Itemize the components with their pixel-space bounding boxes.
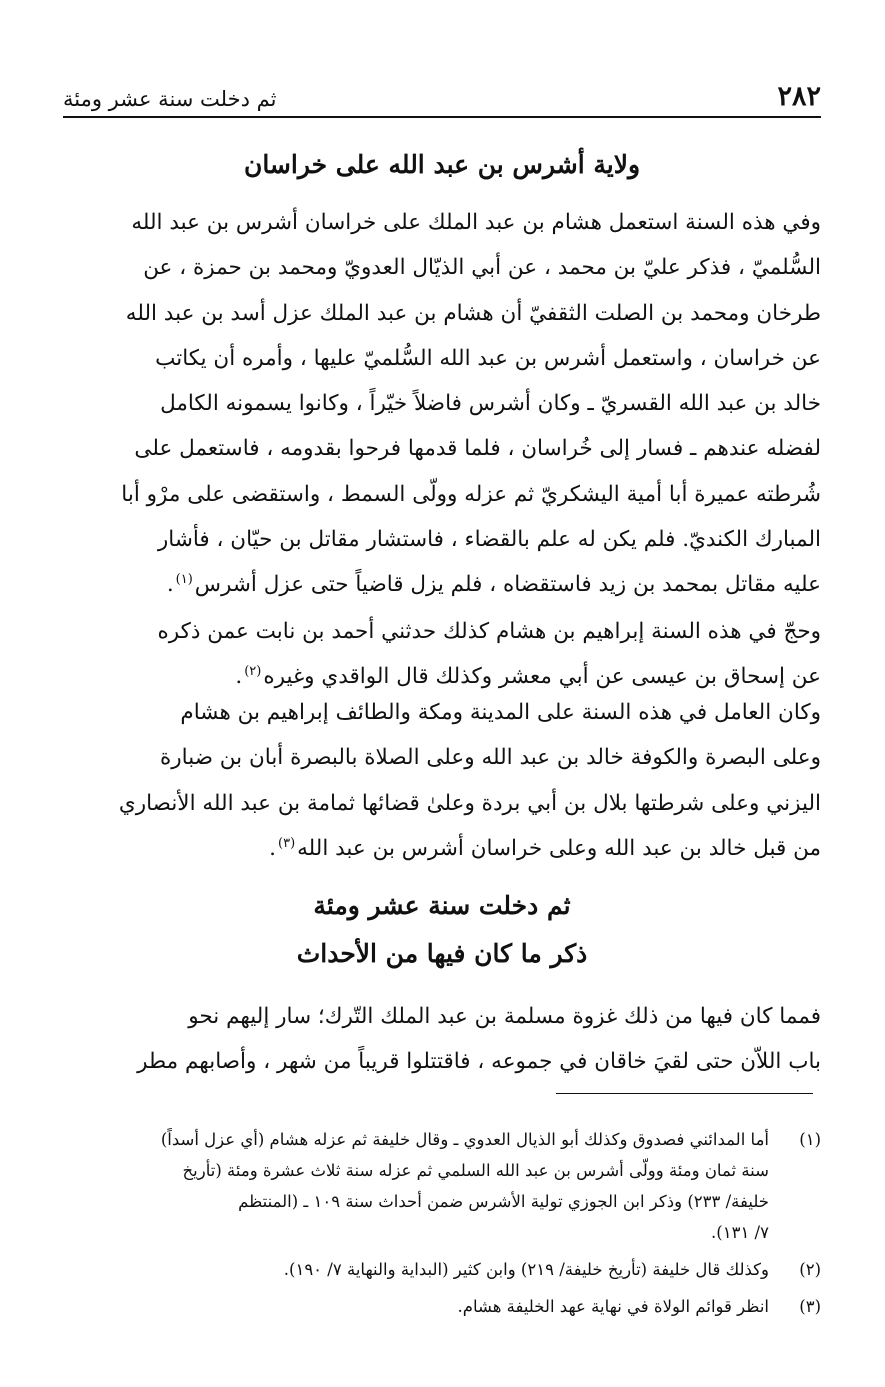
footnote-ref-3[interactable]: (٣) — [278, 835, 296, 851]
text-line: المبارك الكنديّ. فلم يكن له علم بالقضاء ، فاستشار مقاتل بن حيّان ، فأشار — [157, 527, 821, 553]
text-line: عن خراسان ، واستعمل أشرس بن عبد الله السُّلميّ عليها ، وأمره أن يكاتب — [155, 345, 821, 371]
paragraph-governors — [63, 690, 821, 871]
footnote-2 — [63, 1254, 821, 1285]
footnote-line: خليفة/ ٢٣٣) وذكر ابن الجوزي تولية الأشرس ضمن أحداث سنة ١٠٩ ـ (المنتظم — [238, 1192, 769, 1211]
text-line: وفي هذه السنة استعمل هشام بن عبد الملك على خراسان أشرس بن عبد الله — [131, 210, 821, 235]
text-line-body: عليه مقاتل بمحمد بن زيد فاستقضاه ، فلم يزل قاضياً حتى عزل أشرس — [194, 572, 821, 598]
footnotes — [63, 1124, 821, 1328]
text-line: وحجّ في هذه السنة إبراهيم بن هشام كذلك حدثني أحمد بن نابت عمن ذكره — [157, 619, 821, 644]
text-line-body: عن إسحاق بن عيسى عن أبي معشر وكذلك قال الواقدي وغيره — [263, 664, 821, 690]
paragraph-ashras-appointment — [63, 200, 821, 608]
footnote-line: أما المدائني فصدوق وكذلك أبو الذيال العدوي ـ وقال خليفة ثم عزله هشام (أي عزل أسداً) — [160, 1130, 769, 1149]
sentence-end: . — [235, 664, 243, 690]
text-line: طرخان ومحمد بن الصلت الثقفيّ أن هشام بن عبد الملك عزل أسد بن عبد الله — [125, 300, 821, 326]
footnote-line: سنة ثمان ومئة وولّى أشرس بن عبد الله السلمي ثم عزله سنة ثلاث عشرة ومئة (تأريخ — [182, 1161, 769, 1180]
footnote-line: وكذلك قال خليفة (تأريخ خليفة/ ٢١٩) وابن كثير (البداية والنهاية ٧/ ١٩٠). — [283, 1260, 769, 1279]
text-line: فمما كان فيها من ذلك غزوة مسلمة بن عبد الملك التّرك؛ سار إليهم نحو — [188, 1004, 821, 1029]
running-title: ثم دخلت سنة عشر ومئة — [63, 87, 277, 111]
footnote-number: (١) — [799, 1130, 821, 1149]
running-header — [63, 82, 821, 118]
section-heading-ashras: ولاية أشرس بن عبد الله على خراسان — [243, 150, 641, 179]
footnote-ref-2[interactable]: (٢) — [244, 664, 262, 680]
page-number: ٢٨٢ — [777, 81, 821, 112]
text-line — [63, 826, 821, 871]
footnote-number: (٢) — [799, 1260, 821, 1279]
footnote-number: (٣) — [799, 1297, 821, 1316]
footnote-separator — [556, 1093, 813, 1094]
text-line-body: من قبل خالد بن عبد الله وعلى خراسان أشرس بن عبد الله — [297, 835, 821, 861]
text-line — [63, 562, 821, 607]
text-line: وعلى البصرة والكوفة خالد بن عبد الله وعلى الصلاة بالبصرة أبان بن ضبارة — [160, 745, 821, 771]
text-line: لفضله عندهم ـ فسار إلى خُراسان ، فلما قدمها فرحوا بقدومه ، فاستعمل على — [134, 436, 821, 462]
text-line: السُّلميّ ، فذكر عليّ بن محمد ، عن أبي الذيّال العدويّ ومحمد بن حمزة ، عن — [143, 255, 821, 281]
sentence-end: . — [269, 835, 276, 861]
section-subheading-events: ذكر ما كان فيها من الأحداث — [296, 939, 588, 968]
footnote-text — [63, 1291, 769, 1322]
footnote-text — [63, 1124, 769, 1248]
footnote-text — [63, 1254, 769, 1285]
text-line: باب اللاّن حتى لقيَ خاقان في جموعه ، فاقتتلوا قريباً من شهر ، وأصابهم مطر — [137, 1049, 821, 1075]
text-line: اليزني وعلى شرطتها بلال بن أبي بردة وعلىٰ قضائها ثمامة بن عبد الله الأنصاري — [118, 790, 821, 816]
text-line: وكان العامل في هذه السنة على المدينة ومكة والطائف إبراهيم بن هشام — [180, 700, 821, 725]
sentence-end: . — [166, 572, 174, 598]
footnote-3 — [63, 1291, 821, 1322]
section-heading-year-110: ثم دخلت سنة عشر ومئة — [313, 891, 571, 920]
text-line: خالد بن عبد الله القسريّ ـ وكان أشرس فاضلاً خيّراً ، وكانوا يسمونه الكامل — [160, 391, 821, 417]
footnote-ref-1[interactable]: (١) — [175, 572, 193, 588]
text-line: شُرطته عميرة أبا أمية اليشكريّ ثم عزله وولّى السمط ، واستقضى على مرْو أبا — [121, 481, 821, 507]
footnote-line: انظر قوائم الولاة في نهاية عهد الخليفة هشام. — [457, 1297, 769, 1316]
paragraph-maslama-campaign — [63, 994, 821, 1085]
footnote-line: ٧/ ١٣١). — [711, 1223, 769, 1242]
footnote-1 — [63, 1124, 821, 1248]
paragraph-hajj — [63, 609, 821, 700]
